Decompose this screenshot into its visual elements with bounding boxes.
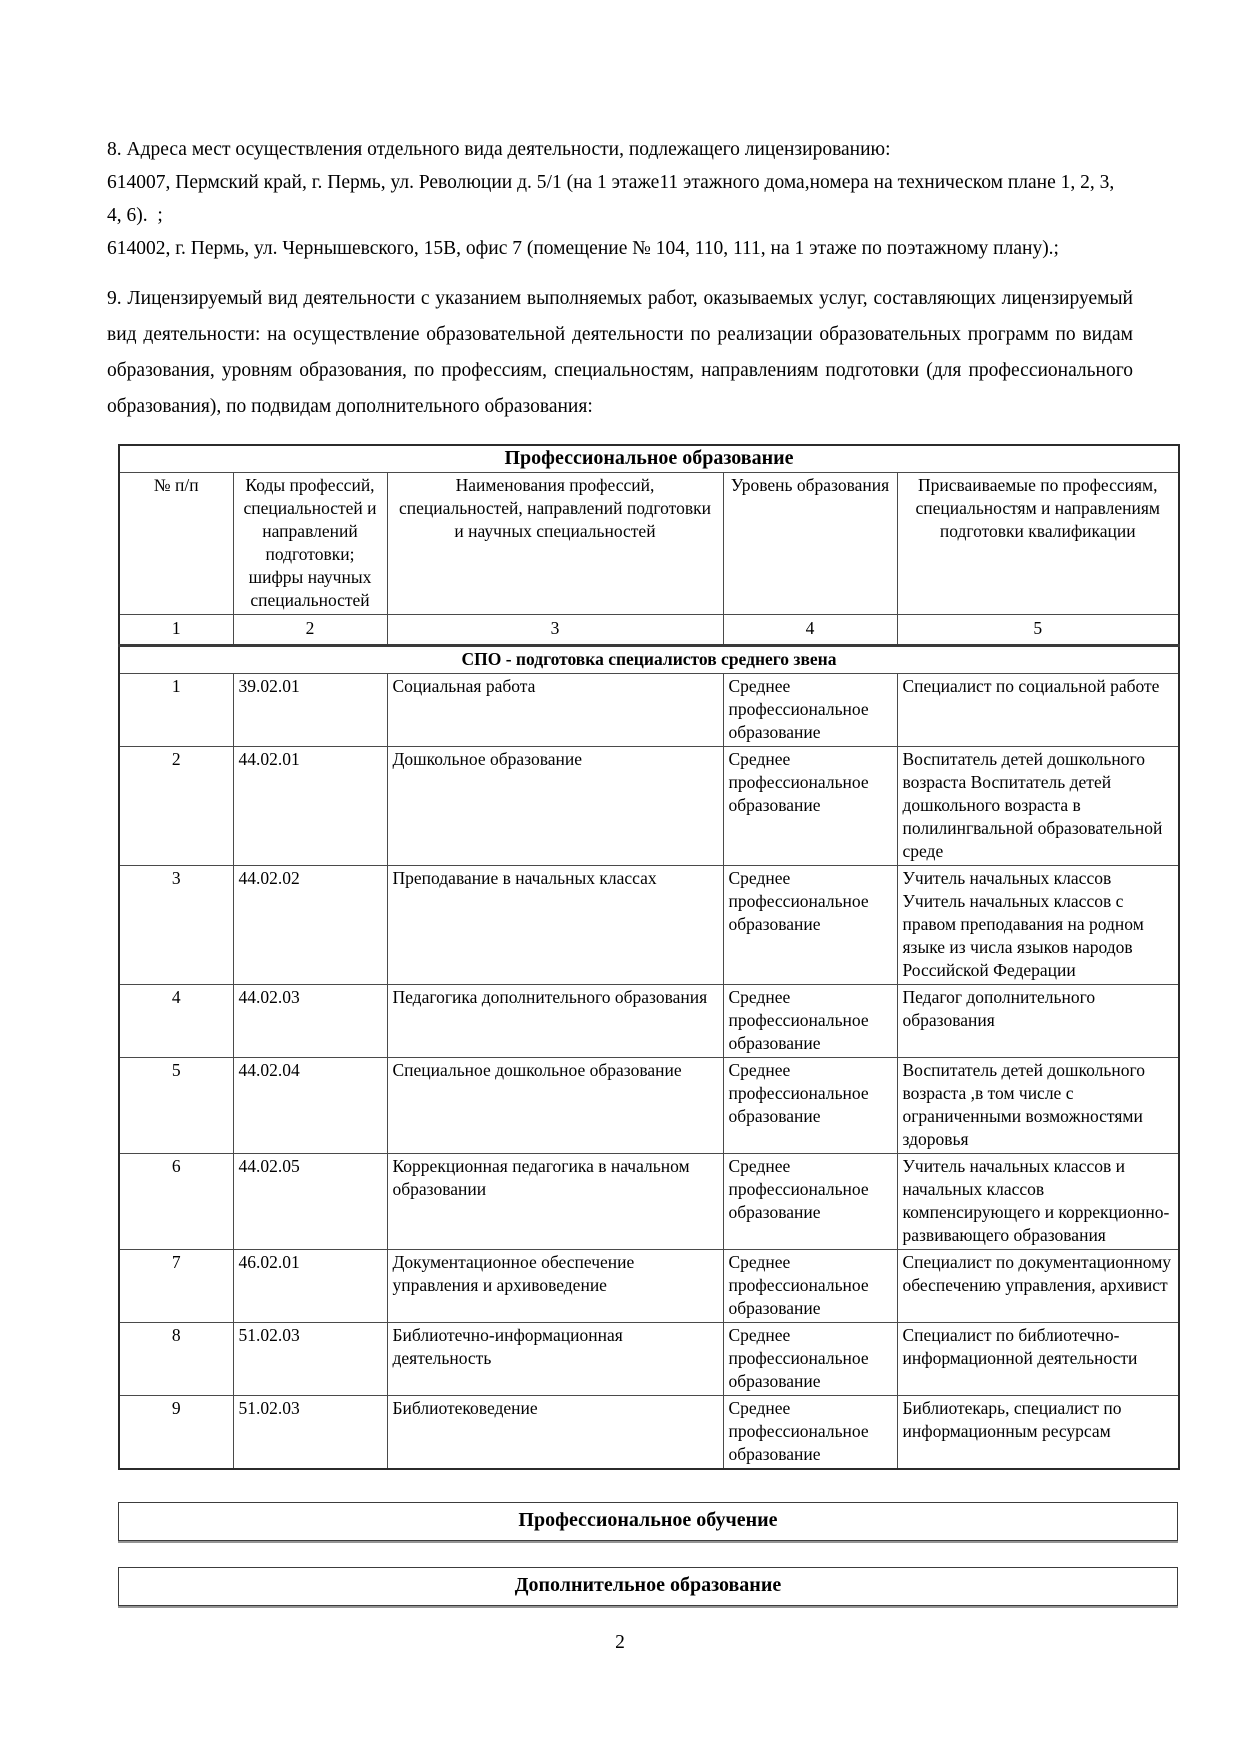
cell-name: Дошкольное образование <box>387 747 723 866</box>
cell-name: Педагогика дополнительного образования <box>387 985 723 1058</box>
cell-level: Среднее профессиональное образование <box>723 1396 897 1470</box>
table-row <box>119 674 1179 747</box>
cell-level: Среднее профессиональное образование <box>723 1154 897 1250</box>
cell-code: 44.02.01 <box>233 747 387 866</box>
page-number: 2 <box>615 1632 625 1653</box>
table-row <box>119 1396 1179 1470</box>
cell-qualification: Воспитатель детей дошкольного возраста Воспитатель детей дошкольного возраста в полилингвальной образовательной среде <box>897 747 1179 866</box>
cell-qualification: Специалист по социальной работе <box>897 674 1179 747</box>
col-header-codes: Коды профессий, специальностей и направлений подготовки; шифры научных специальностей <box>233 473 387 615</box>
spo-section-row <box>119 646 1179 674</box>
professional-education-table-wrap <box>118 444 1172 1470</box>
table-header-row <box>119 473 1179 615</box>
cell-level: Среднее профессиональное образование <box>723 1323 897 1396</box>
table-row <box>119 747 1179 866</box>
cell-name: Библиотечно-информационная деятельность <box>387 1323 723 1396</box>
cell-qualification: Специалист по библиотечно-информационной деятельности <box>897 1323 1179 1396</box>
table-row <box>119 985 1179 1058</box>
cell-level: Среднее профессиональное образование <box>723 674 897 747</box>
cell-qualification: Воспитатель детей дошкольного возраста ,в том числе с ограниченными возможностями здоровья <box>897 1058 1179 1154</box>
table-title-row <box>119 445 1179 473</box>
table-row <box>119 1058 1179 1154</box>
section-8-address-1: 614007, Пермский край, г. Пермь, ул. Революции д. 5/1 (на 1 этаже11 этажного дома,номера на техническом плане 1, 2, 3, 4, 6). ; <box>107 172 1120 226</box>
cell-code: 44.02.05 <box>233 1154 387 1250</box>
spo-section-title: СПО - подготовка специалистов среднего звена <box>119 646 1179 674</box>
additional-education-section-box: Дополнительное образование <box>118 1567 1178 1606</box>
cell-level: Среднее профессиональное образование <box>723 866 897 985</box>
section-9-paragraph: 9. Лицензируемый вид деятельности с указанием выполняемых работ, оказываемых услуг, составляющих лицензируемый вид деятельности: на осуществление образовательной деятельности по реализации образовательных программ по видам образования, уровням образования, по профессиям, специальностям, направлениям подготовки (для профессионального образования), по подвидам дополнительного образования: <box>107 288 1133 417</box>
cell-num: 7 <box>119 1250 233 1323</box>
cell-level: Среднее профессиональное образование <box>723 747 897 866</box>
table-row <box>119 1323 1179 1396</box>
cell-code: 39.02.01 <box>233 674 387 747</box>
section-8 <box>107 133 1133 265</box>
cell-level: Среднее профессиональное образование <box>723 985 897 1058</box>
table-row <box>119 866 1179 985</box>
professional-training-section-box: Профессиональное обучение <box>118 1502 1178 1541</box>
cell-code: 44.02.02 <box>233 866 387 985</box>
cell-qualification: Учитель начальных классов Учитель начальных классов с правом преподавания на родном языке из числа языков народов Российской Федерации <box>897 866 1179 985</box>
cell-num: 3 <box>119 866 233 985</box>
table-title: Профессиональное образование <box>119 445 1179 473</box>
cell-name: Специальное дошкольное образование <box>387 1058 723 1154</box>
col-header-num: № п/п <box>119 473 233 615</box>
cell-name: Документационное обеспечение управления и архивоведение <box>387 1250 723 1323</box>
cell-num: 9 <box>119 1396 233 1470</box>
cell-name: Библиотековедение <box>387 1396 723 1470</box>
col-number: 1 <box>119 615 233 646</box>
cell-qualification: Учитель начальных классов и начальных классов компенсирующего и коррекционно-развивающего образования <box>897 1154 1179 1250</box>
cell-code: 46.02.01 <box>233 1250 387 1323</box>
cell-num: 4 <box>119 985 233 1058</box>
cell-num: 6 <box>119 1154 233 1250</box>
cell-level: Среднее профессиональное образование <box>723 1250 897 1323</box>
col-number: 5 <box>897 615 1179 646</box>
cell-name: Преподавание в начальных классах <box>387 866 723 985</box>
section-8-heading: 8. Адреса мест осуществления отдельного вида деятельности, подлежащего лицензированию: <box>107 139 891 160</box>
col-header-level: Уровень образования <box>723 473 897 615</box>
col-header-qualifications: Присваиваемые по профессиям, специальностям и направлениям подготовки квалификации <box>897 473 1179 615</box>
cell-qualification: Библиотекарь, специалист по информационным ресурсам <box>897 1396 1179 1470</box>
cell-qualification: Педагог дополнительного образования <box>897 985 1179 1058</box>
cell-num: 8 <box>119 1323 233 1396</box>
cell-code: 51.02.03 <box>233 1323 387 1396</box>
professional-education-table <box>118 444 1180 1470</box>
section-8-address-2: 614002, г. Пермь, ул. Чернышевского, 15В, офис 7 (помещение № 104, 110, 111, на 1 этаже по поэтажному плану).; <box>107 238 1059 259</box>
cell-num: 2 <box>119 747 233 866</box>
table-row <box>119 1154 1179 1250</box>
col-number: 2 <box>233 615 387 646</box>
col-number: 4 <box>723 615 897 646</box>
cell-num: 1 <box>119 674 233 747</box>
col-header-names: Наименования профессий, специальностей, направлений подготовки и научных специальностей <box>387 473 723 615</box>
cell-code: 51.02.03 <box>233 1396 387 1470</box>
cell-qualification: Специалист по документационному обеспечению управления, архивист <box>897 1250 1179 1323</box>
cell-name: Социальная работа <box>387 674 723 747</box>
cell-num: 5 <box>119 1058 233 1154</box>
col-number: 3 <box>387 615 723 646</box>
cell-code: 44.02.03 <box>233 985 387 1058</box>
table-row <box>119 1250 1179 1323</box>
column-number-row <box>119 615 1179 646</box>
cell-name: Коррекционная педагогика в начальном образовании <box>387 1154 723 1250</box>
cell-code: 44.02.04 <box>233 1058 387 1154</box>
cell-level: Среднее профессиональное образование <box>723 1058 897 1154</box>
